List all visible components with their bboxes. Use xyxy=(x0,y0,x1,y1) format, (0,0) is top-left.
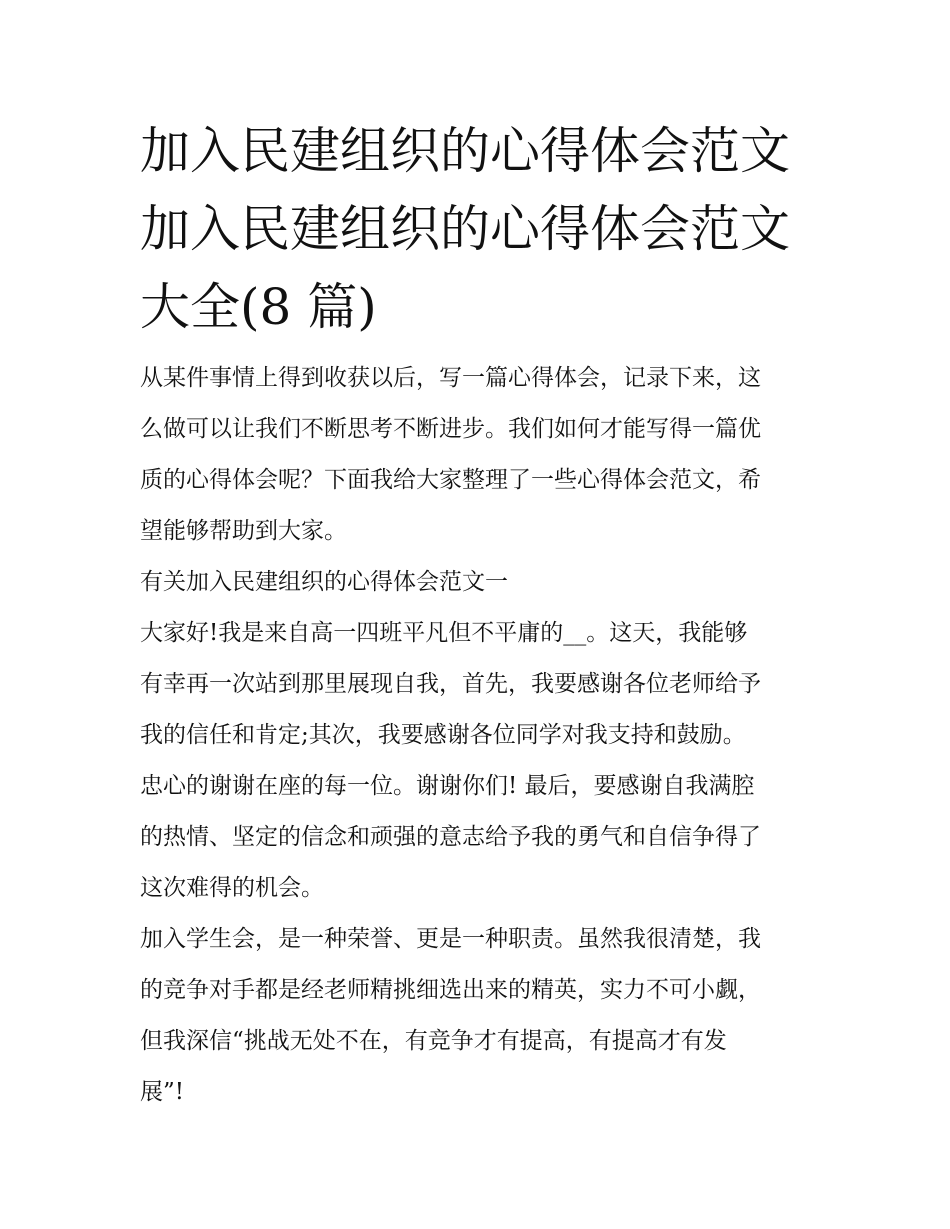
document-title xyxy=(140,112,820,346)
body-line-10: 的热情、坚定的信念和顽强的意志给予我的勇气和自信争得了 xyxy=(140,824,761,850)
body-line-9: 忠心的谢谢在座的每一位。谢谢你们! 最后，要感谢自我满腔 xyxy=(140,773,755,799)
title-line-2: 加入民建组织的心得体会范文 xyxy=(140,200,790,258)
title-line-1: 加入民建组织的心得体会范文 xyxy=(140,122,790,180)
body-line-7: 有幸再一次站到那里展现自我，首先，我要感谢各位老师给予 xyxy=(140,671,761,697)
body-line-6: 大家好!我是来自高一四班平凡但不平庸的__。这天，我能够 xyxy=(140,620,748,646)
document-body xyxy=(140,353,820,1118)
body-line-4: 望能够帮助到大家。 xyxy=(140,518,347,544)
body-line-1: 从某件事情上得到收获以后，写一篇心得体会，记录下来，这 xyxy=(140,365,761,391)
body-line-2: 么做可以让我们不断思考不断进步。我们如何才能写得一篇优 xyxy=(140,416,761,442)
body-line-12: 加入学生会，是一种荣誉、更是一种职责。虽然我很清楚，我 xyxy=(140,926,761,952)
body-line-13: 的竞争对手都是经老师精挑细选出来的精英，实力不可小觑， xyxy=(140,977,761,1003)
body-line-11: 这次难得的机会。 xyxy=(140,875,324,901)
title-line-3: 大全(8 篇) xyxy=(140,278,377,336)
body-line-15: 展”! xyxy=(140,1079,185,1105)
body-line-14: 但我深信“挑战无处不在，有竞争才有提高，有提高才有发 xyxy=(140,1028,727,1054)
body-line-3: 质的心得体会呢？下面我给大家整理了一些心得体会范文，希 xyxy=(140,467,761,493)
body-line-8: 我的信任和肯定;其次，我要感谢各位同学对我支持和鼓励。 xyxy=(140,722,746,748)
section-heading: 有关加入民建组织的心得体会范文一 xyxy=(140,569,508,595)
